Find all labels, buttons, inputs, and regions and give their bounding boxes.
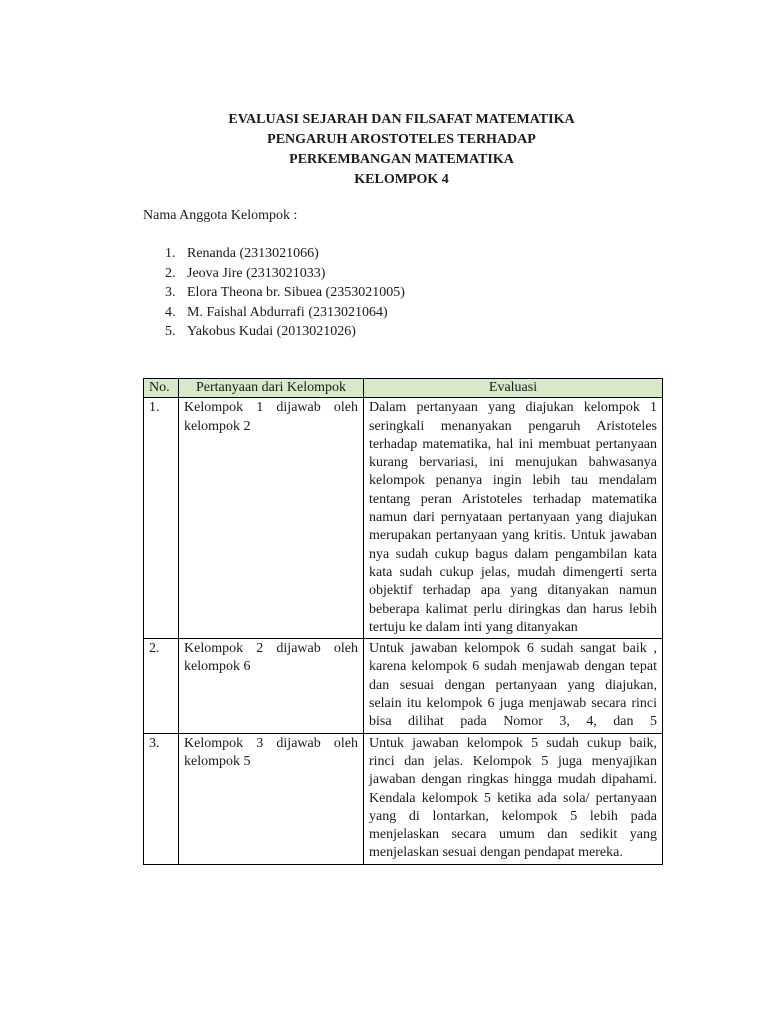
header-evaluation: Evaluasi	[364, 379, 663, 398]
member-name: Renanda (2313021066)	[187, 246, 319, 261]
member-number: 5.	[165, 324, 176, 339]
title-line-3: PERKEMBANGAN MATEMATIKA	[289, 152, 514, 167]
title-line-1: EVALUASI SEJARAH DAN FILSAFAT MATEMATIKA	[228, 112, 575, 127]
row-question: Kelompok 1 dijawab oleh kelompok 2	[179, 398, 364, 639]
member-name: Jeova Jire (2313021033)	[187, 265, 326, 281]
member-number: 1.	[165, 246, 176, 261]
table-header-row	[144, 379, 663, 398]
list-item	[143, 322, 405, 342]
row-number: 2.	[144, 639, 179, 733]
list-item	[143, 303, 405, 323]
document-title	[0, 110, 768, 190]
member-number: 4.	[165, 304, 176, 320]
table-row	[144, 639, 663, 733]
member-name: M. Faishal Abdurrafi (2313021064)	[187, 304, 388, 320]
list-item	[143, 283, 405, 303]
row-number: 3.	[144, 733, 179, 864]
member-name: Yakobus Kudai (2013021026)	[187, 324, 356, 339]
evaluation-table	[143, 378, 663, 865]
row-evaluation: Untuk jawaban kelompok 6 sudah sangat baik , karena kelompok 6 sudah menjawab dengan tepat dan sesuai dengan pertanyaan yang diajukan, selain itu kelompok 6 juga menjawab secara rinci bisa dilihat pada Nomor 3, 4, dan 5	[364, 639, 663, 733]
list-item	[143, 264, 405, 284]
table-row	[144, 398, 663, 639]
member-number: 2.	[165, 265, 176, 281]
member-name: Elora Theona br. Sibuea (2353021005)	[187, 285, 405, 300]
title-line-2: PENGARUH AROSTOTELES TERHADAP	[267, 132, 536, 147]
member-number: 3.	[165, 285, 176, 300]
row-number: 1.	[144, 398, 179, 639]
table-row	[144, 733, 663, 864]
header-question: Pertanyaan dari Kelompok	[179, 379, 364, 398]
row-evaluation: Untuk jawaban kelompok 5 sudah cukup baik, rinci dan jelas. Kelompok 5 juga menyajikan jawaban dengan ringkas hingga mudah dipahami. Kendala kelompok 5 ketika ada sola/ pertanyaan yang di lontarkan, kelompok 5 lebih pada menjelaskan secara umum dan sedikit yang menjelaskan sesuai dengan pendapat mereka.	[364, 733, 663, 864]
row-question: Kelompok 2 dijawab oleh kelompok 6	[179, 639, 364, 733]
row-evaluation: Dalam pertanyaan yang diajukan kelompok 1 seringkali menanyakan pengaruh Aristoteles terhadap matematika, hal ini membuat pertanyaan kurang bervariasi, ini menujukan bahwasanya kelompok penanya ingin lebih tau mendalam tentang peran Aristoteles terhadap matematika namun dari pernyataan pertanyaan yang diajukan merupakan pertanyaan yang kritis. Untuk jawaban nya sudah cukup bagus dalam pengambilan kata kata sudah cukup jelas, mudah dimengerti serta objektif terhadap apa yang ditanyakan namun beberapa kalimat perlu diringkas dan harus lebih tertuju ke dalam inti yang ditanyakan	[364, 398, 663, 639]
list-item	[143, 244, 405, 264]
row-question: Kelompok 3 dijawab oleh kelompok 5	[179, 733, 364, 864]
members-label: Nama Anggota Kelompok :	[143, 208, 298, 223]
header-no: No.	[144, 379, 179, 398]
title-line-4: KELOMPOK 4	[354, 172, 449, 187]
members-list	[143, 244, 405, 342]
